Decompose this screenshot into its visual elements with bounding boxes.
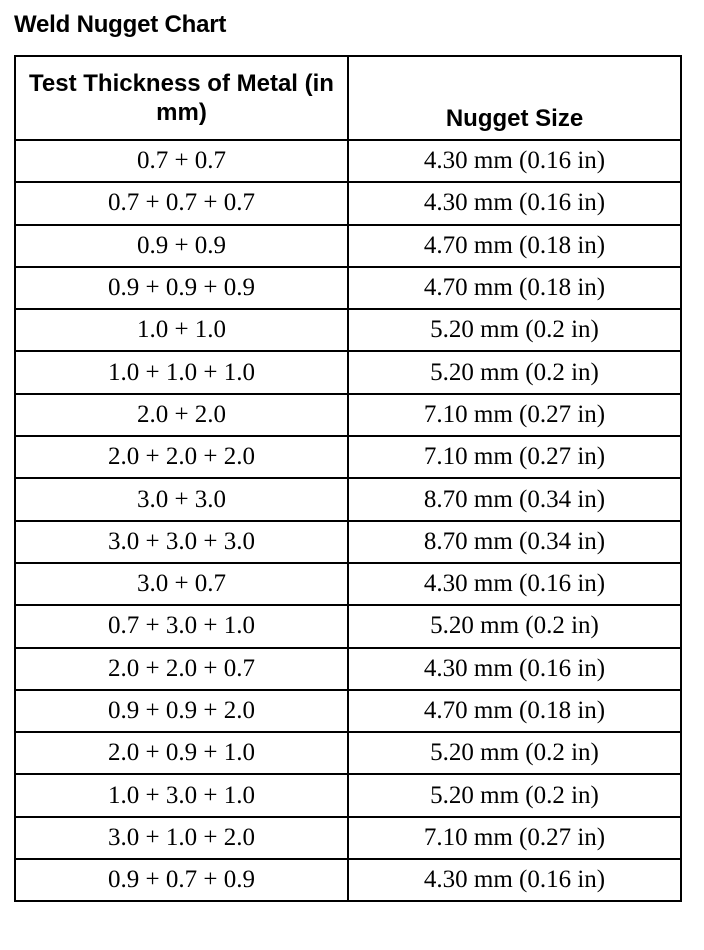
table-row	[15, 859, 681, 901]
table-row	[15, 774, 681, 816]
cell-thickness: 0.9 + 0.9 + 0.9	[15, 267, 348, 309]
cell-thickness: 2.0 + 2.0 + 0.7	[15, 648, 348, 690]
cell-thickness: 3.0 + 1.0 + 2.0	[15, 817, 348, 859]
cell-nugget-size: 7.10 mm (0.27 in)	[348, 394, 681, 436]
cell-nugget-size: 7.10 mm (0.27 in)	[348, 817, 681, 859]
cell-nugget-size: 8.70 mm (0.34 in)	[348, 478, 681, 520]
cell-nugget-size: 5.20 mm (0.2 in)	[348, 309, 681, 351]
cell-thickness: 1.0 + 1.0 + 1.0	[15, 351, 348, 393]
cell-nugget-size: 4.30 mm (0.16 in)	[348, 563, 681, 605]
header-thickness: Test Thickness of Metal (in mm)	[15, 56, 348, 140]
cell-thickness: 0.7 + 0.7 + 0.7	[15, 182, 348, 224]
cell-nugget-size: 7.10 mm (0.27 in)	[348, 436, 681, 478]
cell-nugget-size: 4.70 mm (0.18 in)	[348, 267, 681, 309]
table-row	[15, 394, 681, 436]
cell-thickness: 2.0 + 2.0 + 2.0	[15, 436, 348, 478]
cell-thickness: 0.7 + 0.7	[15, 140, 348, 182]
cell-thickness: 1.0 + 1.0	[15, 309, 348, 351]
table-body	[15, 140, 681, 901]
table-row	[15, 351, 681, 393]
table-row	[15, 140, 681, 182]
cell-thickness: 3.0 + 0.7	[15, 563, 348, 605]
cell-thickness: 3.0 + 3.0 + 3.0	[15, 521, 348, 563]
cell-nugget-size: 4.70 mm (0.18 in)	[348, 690, 681, 732]
cell-thickness: 0.9 + 0.7 + 0.9	[15, 859, 348, 901]
header-nugget-size: Nugget Size	[348, 56, 681, 140]
table-row	[15, 605, 681, 647]
cell-thickness: 1.0 + 3.0 + 1.0	[15, 774, 348, 816]
cell-thickness: 0.9 + 0.9 + 2.0	[15, 690, 348, 732]
cell-nugget-size: 4.70 mm (0.18 in)	[348, 225, 681, 267]
cell-nugget-size: 4.30 mm (0.16 in)	[348, 140, 681, 182]
table-row	[15, 267, 681, 309]
cell-thickness: 3.0 + 3.0	[15, 478, 348, 520]
table-header-row	[15, 56, 681, 140]
cell-nugget-size: 5.20 mm (0.2 in)	[348, 351, 681, 393]
cell-nugget-size: 5.20 mm (0.2 in)	[348, 605, 681, 647]
table-row	[15, 436, 681, 478]
table-row	[15, 817, 681, 859]
cell-nugget-size: 8.70 mm (0.34 in)	[348, 521, 681, 563]
cell-nugget-size: 5.20 mm (0.2 in)	[348, 732, 681, 774]
table-row	[15, 648, 681, 690]
cell-nugget-size: 4.30 mm (0.16 in)	[348, 648, 681, 690]
cell-thickness: 0.7 + 3.0 + 1.0	[15, 605, 348, 647]
table-row	[15, 309, 681, 351]
table-row	[15, 521, 681, 563]
table-row	[15, 563, 681, 605]
cell-nugget-size: 4.30 mm (0.16 in)	[348, 859, 681, 901]
cell-nugget-size: 4.30 mm (0.16 in)	[348, 182, 681, 224]
cell-thickness: 2.0 + 2.0	[15, 394, 348, 436]
table-row	[15, 182, 681, 224]
cell-thickness: 0.9 + 0.9	[15, 225, 348, 267]
page-title: Weld Nugget Chart	[14, 11, 227, 38]
table-row	[15, 732, 681, 774]
cell-thickness: 2.0 + 0.9 + 1.0	[15, 732, 348, 774]
table-row	[15, 478, 681, 520]
table-row	[15, 690, 681, 732]
weld-nugget-table	[14, 55, 682, 902]
table-row	[15, 225, 681, 267]
cell-nugget-size: 5.20 mm (0.2 in)	[348, 774, 681, 816]
